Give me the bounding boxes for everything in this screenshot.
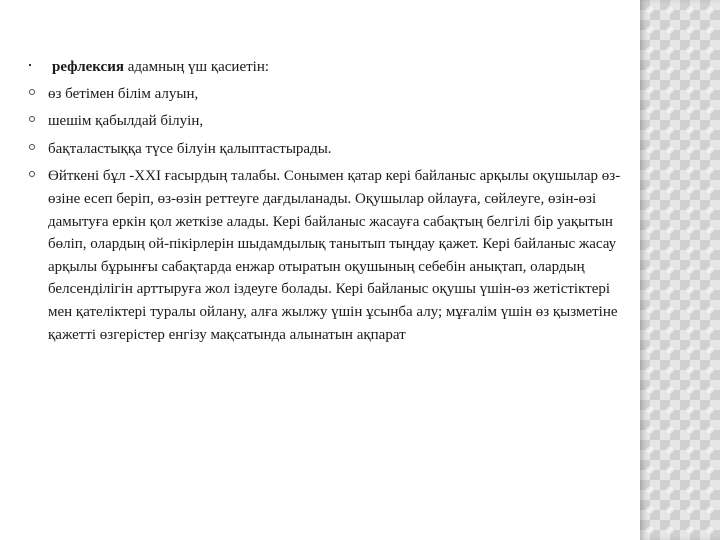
intro-line (28, 56, 628, 79)
bullet-text: шешім қабылдай білуін, (48, 113, 204, 130)
circle-bullet-icon (29, 171, 35, 177)
list-item (28, 165, 628, 346)
list-item (28, 110, 628, 133)
list-item (28, 83, 628, 106)
circle-bullet-icon (29, 89, 35, 95)
circle-bullet-icon (29, 144, 35, 150)
bullet-text: бақталастыққа түсе білуін қалыптастырады. (48, 140, 332, 157)
list-item (28, 138, 628, 161)
bullet-list (28, 83, 628, 347)
circle-bullet-icon (29, 116, 35, 122)
intro-bullet-icon (29, 64, 31, 66)
intro-rest: адамның үш қасиетін: (123, 59, 270, 75)
side-decorative-pattern (640, 0, 720, 540)
bullet-text: өз бетімен білім алуын, (48, 85, 199, 102)
intro-term: рефлексия (52, 59, 124, 75)
slide-content (28, 56, 628, 351)
bullet-text: Өйткені бұл -XXI ғасырдың талабы. Сонымен қатар кері байланыс арқылы оқушылар өз-өзіне есеп беріп, өз-өзін реттеуге дағдыланады. Оқушылар ойлауға, сөйлеуге, өзін-өзі дамытуға еркін қол жеткізе алады. Кері байланыс жасауға сабақтың белгілі бір уақытын бөліп, олардың ой-пікірлерін шыдамдылық танытып тыңдау қажет. Кері байланыс жасау арқылы бұрынғы сабақтарда енжар отыратын оқушының себебін анықтап, олардың белсенділігін арттыруға жол іздеуге болады. Кері байланыс оқушы үшін-өз жетістіктері мен қателіктері туралы ойлану, алға жылжу үшін ұсынба алу; мұғалім үшін өз қызметіне қажетті өзгерістер енгізу мақсатында алынатын ақпарат (48, 168, 621, 343)
